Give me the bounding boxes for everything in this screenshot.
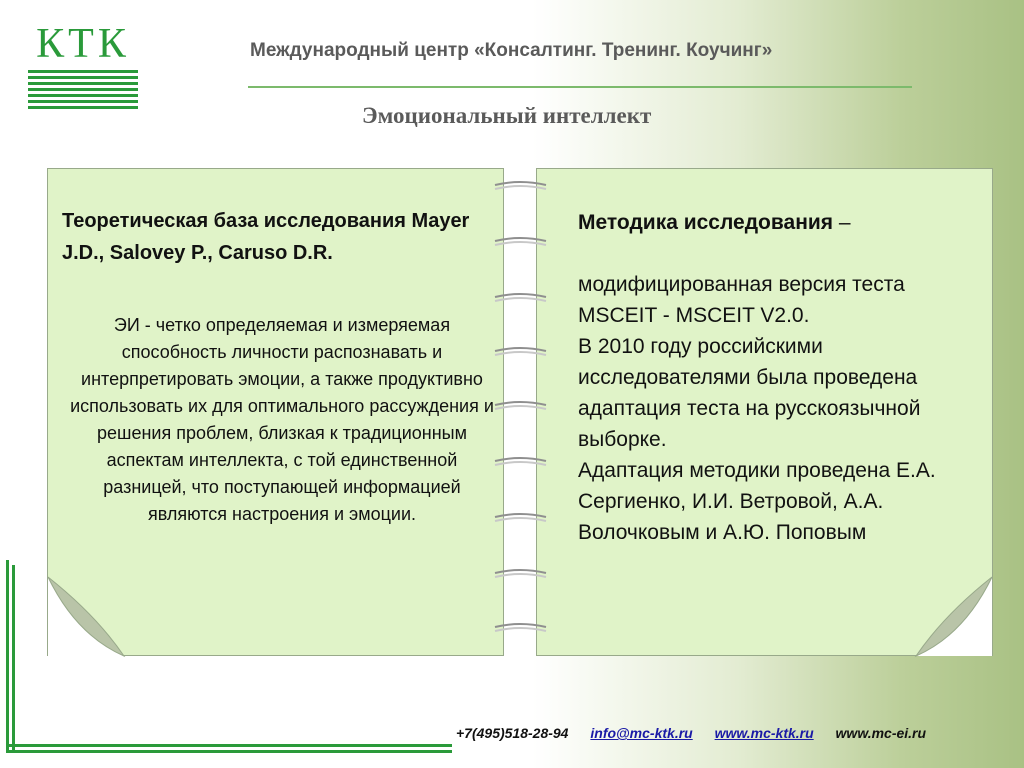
page-subtitle: Эмоциональный интеллект: [362, 103, 652, 128]
binder-ring: [495, 514, 546, 521]
right-body-2: В 2010 году российскими исследователями была проведена адаптация теста на русскоязычной выборке.: [578, 335, 921, 451]
binder-ring: [495, 348, 546, 355]
frame-line-horizontal: [6, 744, 452, 747]
logo-lines: [28, 70, 138, 112]
footer-contacts: [456, 725, 1016, 741]
right-heading: Методика исследования: [578, 211, 834, 234]
logo-text: КТК: [36, 21, 130, 67]
frame-line-vertical: [6, 560, 9, 750]
binder-ring: [495, 458, 546, 465]
footer-site-link[interactable]: www.mc-ktk.ru: [714, 725, 814, 741]
footer-phone: +7(495)518-28-94: [456, 725, 569, 741]
binder-ring: [495, 570, 546, 577]
right-body-3: Адаптация методики проведена Е.А. Сергиенко, И.И. Ветровой, А.А. Волочковым и А.Ю. Поповым: [578, 459, 936, 544]
header-divider: [248, 86, 912, 88]
footer-email-link[interactable]: info@mc-ktk.ru: [590, 725, 693, 741]
right-page-text: [578, 207, 988, 548]
frame-line-vertical: [12, 565, 15, 750]
binder-ring: [495, 402, 546, 409]
frame-line-horizontal: [6, 750, 452, 753]
org-title: Международный центр «Консалтинг. Тренинг. Коучинг»: [250, 40, 773, 61]
right-heading-line: [578, 207, 988, 238]
ktk-logo: [28, 22, 138, 102]
left-body: ЭИ - четко определяемая и измеряемая способность личности распознавать и интерпретировать эмоции, а также продуктивно использовать их для оптимального рассуждения и решения проблем, близкая к традиционным аспектам интеллекта, с той единственной разницей, что поступающей информацией являются настроения и эмоции.: [70, 315, 494, 524]
right-heading-dash: –: [833, 211, 851, 234]
left-heading: Теоретическая база исследования Mayer J.D., Salovey P., Caruso D.R.: [62, 210, 470, 264]
right-body-1: модифицированная версия теста MSCEIT - MSCEIT V2.0.: [578, 273, 905, 327]
binder-ring: [495, 294, 546, 301]
binder-ring: [495, 624, 546, 631]
binder-ring: [495, 238, 546, 245]
footer-site2: www.mc-ei.ru: [835, 725, 927, 741]
binder-ring: [495, 182, 546, 189]
